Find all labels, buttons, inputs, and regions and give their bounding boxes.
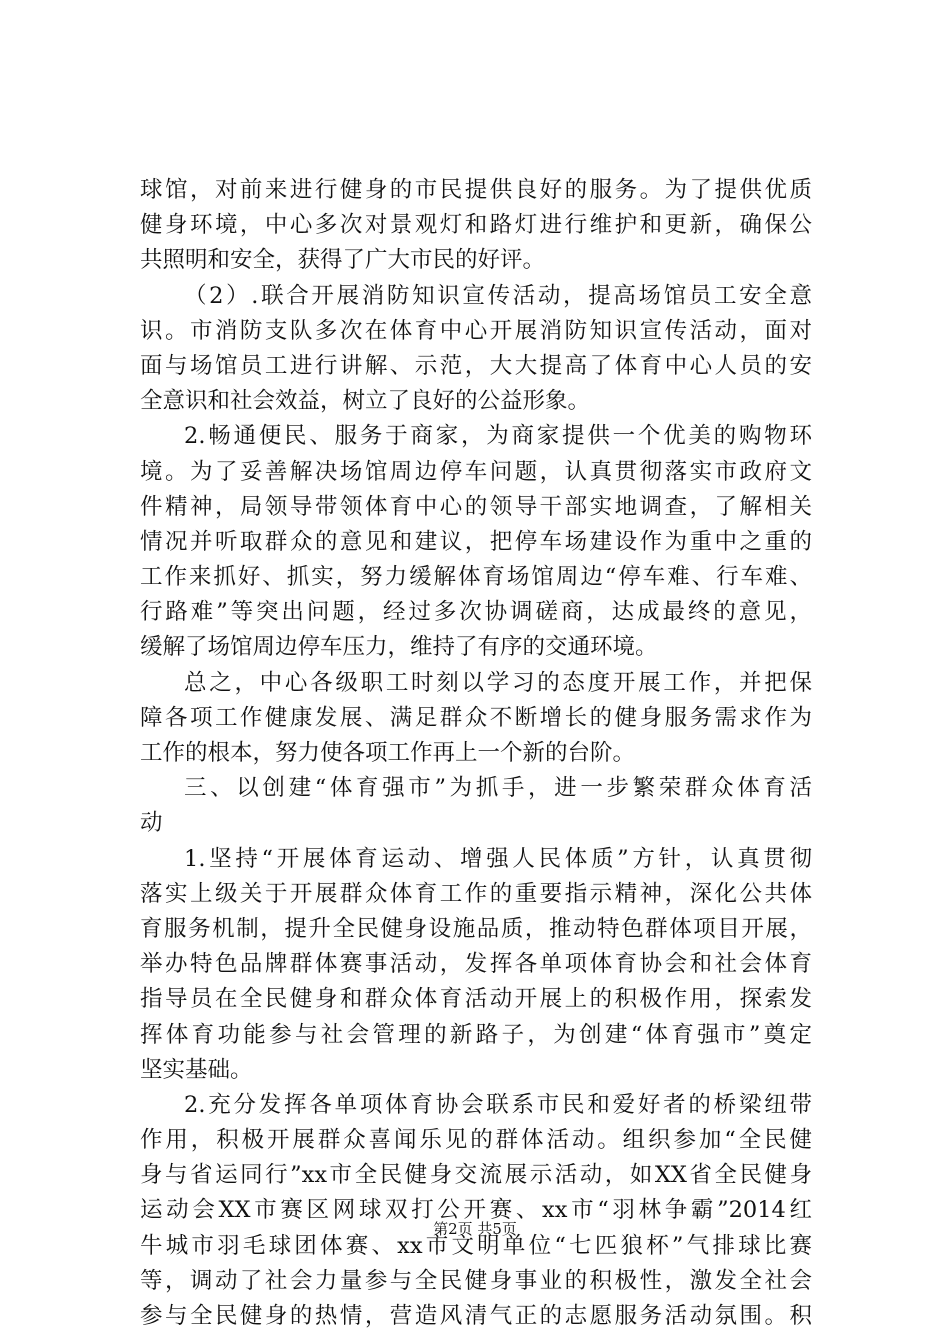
paragraph	[140, 842, 812, 1088]
text-line: 等，调动了社会力量参与全民健身事业的积极性，激发全社会	[140, 1267, 812, 1294]
text-line: 举办特色品牌群体赛事活动，发挥各单项体育协会和社会体育	[140, 951, 812, 978]
text-line: 牛城市羽毛球团体赛、xx市文明单位“七匹狼杯”气排球比赛	[140, 1232, 812, 1259]
text-line: 动	[140, 810, 163, 837]
text-line: 境。为了妥善解决场馆周边停车问题，认真贯彻落实市政府文	[140, 458, 812, 485]
text-line: 全意识和社会效益，树立了良好的公益形象。	[140, 388, 591, 415]
text-line: 落实上级关于开展群众体育工作的重要指示精神，深化公共体	[140, 880, 812, 907]
text-line: 运动会XX市赛区网球双打公开赛、xx市“羽林争霸”2014红	[140, 1197, 812, 1224]
text-line: （2）.联合开展消防知识宣传活动，提高场馆员工安全意	[184, 282, 812, 309]
text-line: 面与场馆员工进行讲解、示范，大大提高了体育中心人员的安	[140, 352, 812, 379]
paragraph	[140, 771, 812, 841]
text-line: 育服务机制，提升全民健身设施品质，推动特色群体项目开展，	[140, 915, 812, 942]
text-line: 缓解了场馆周边停车压力，维持了有序的交通环境。	[140, 634, 658, 661]
text-line: 行路难”等突出问题，经过多次协调磋商，达成最终的意见，	[140, 599, 812, 626]
text-line: 识。市消防支队多次在体育中心开展消防知识宣传活动，面对	[140, 317, 812, 344]
text-line: 工作来抓好、抓实，努力缓解体育场馆周边“停车难、行车难、	[140, 564, 812, 591]
document-body	[140, 173, 812, 1334]
text-line: 1.坚持“开展体育运动、增强人民体质”方针，认真贯彻	[184, 845, 812, 872]
text-line: 球馆，对前来进行健身的市民提供良好的服务。为了提供优质	[140, 177, 812, 203]
paragraph	[140, 666, 812, 772]
paragraph	[140, 1088, 812, 1334]
text-line: 坚实基础。	[140, 1056, 253, 1083]
text-line: 参与全民健身的热情，营造风清气正的志愿服务活动氛围。积	[140, 1303, 812, 1329]
text-line: 总之，中心各级职工时刻以学习的态度开展工作，并把保	[184, 669, 812, 696]
text-line: 情况并听取群众的意见和建议，把停车场建设作为重中之重的	[140, 528, 812, 555]
text-line: 障各项工作健康发展、满足群众不断增长的健身服务需求作为	[140, 704, 812, 731]
text-line: 挥体育功能参与社会管理的新路子，为创建“体育强市”奠定	[140, 1021, 812, 1048]
text-line: 工作的根本，努力使各项工作再上一个新的台阶。	[140, 740, 636, 766]
text-line: 指导员在全民健身和群众体育活动开展上的积极作用，探索发	[140, 986, 812, 1013]
text-line: 作用，积极开展群众喜闻乐见的群体活动。组织参加“全民健	[140, 1127, 812, 1154]
paragraph	[140, 173, 812, 279]
text-line: 健身环境，中心多次对景观灯和路灯进行维护和更新，确保公	[140, 212, 812, 239]
text-line: 共照明和安全，获得了广大市民的好评。	[140, 247, 546, 274]
paragraph	[140, 279, 812, 420]
paragraph	[140, 419, 812, 665]
text-line: 身与省运同行”xx市全民健身交流展示活动，如XX省全民健身	[140, 1162, 812, 1189]
text-line: 2.畅通便民、服务于商家，为商家提供一个优美的购物环	[184, 423, 812, 450]
page-footer: 第2页 共5页	[433, 1220, 517, 1238]
text-line: 2.充分发挥各单项体育协会联系市民和爱好者的桥梁纽带	[184, 1091, 812, 1118]
text-line: 三、以创建“体育强市”为抓手，进一步繁荣群众体育活	[184, 775, 812, 802]
text-line: 件精神，局领导带领体育中心的领导干部实地调查，了解相关	[140, 493, 812, 520]
